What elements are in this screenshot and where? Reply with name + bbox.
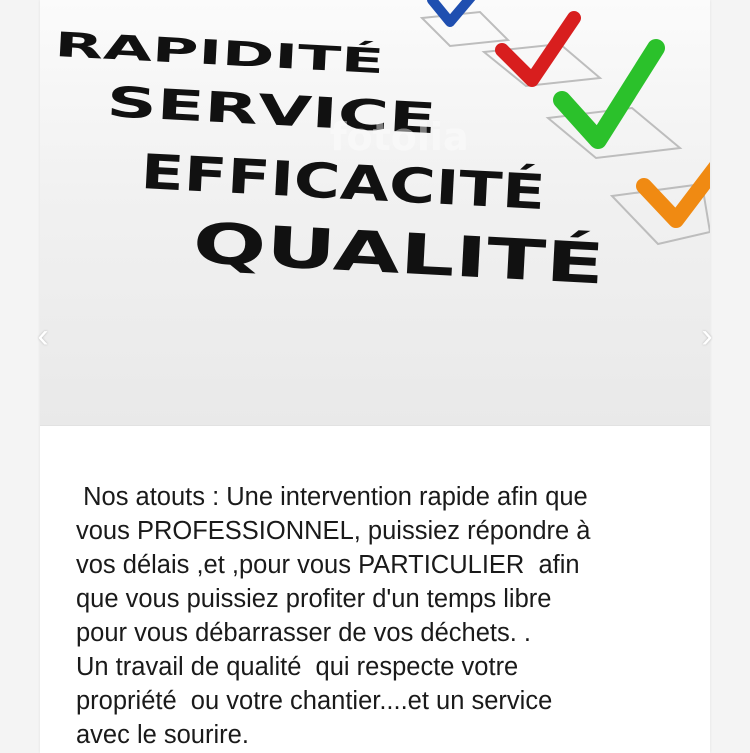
description-line: avec le sourire. — [76, 721, 249, 749]
chevron-right-icon[interactable]: › — [701, 317, 713, 355]
description-line: Un travail de qualité qui respecte votre — [76, 653, 519, 681]
checklist-illustration — [40, 0, 710, 425]
orange-check-icon — [644, 162, 710, 220]
blue-check-icon — [432, 0, 472, 22]
post-image[interactable] — [40, 0, 710, 425]
description-line: Nos atouts : Une intervention rapide afin que — [76, 483, 588, 511]
description-line: pour vous débarrasser de vos déchets. . — [76, 619, 532, 647]
word-efficacite: EFFICACITÉ — [139, 144, 450, 217]
watermark: fotolia — [330, 115, 469, 159]
divider — [40, 425, 710, 426]
description-line: que vous puissiez profiter d'un temps libre — [76, 585, 552, 613]
description-line: vos délais ,et ,pour vous PARTICULIER afin — [76, 551, 580, 579]
description-line: vous PROFESSIONNEL, puissiez répondre à — [76, 517, 591, 545]
word-qualite: QUALITÉ — [191, 211, 462, 290]
post-description — [76, 480, 688, 752]
post-card — [37, 0, 713, 753]
green-check-icon — [562, 48, 656, 140]
word-rapidite: RAPIDITÉ — [53, 25, 233, 75]
chevron-left-icon[interactable]: ‹ — [37, 317, 49, 355]
word-service: SERVICE — [105, 77, 307, 137]
description-line: propriété ou votre chantier....et un service — [76, 687, 553, 715]
